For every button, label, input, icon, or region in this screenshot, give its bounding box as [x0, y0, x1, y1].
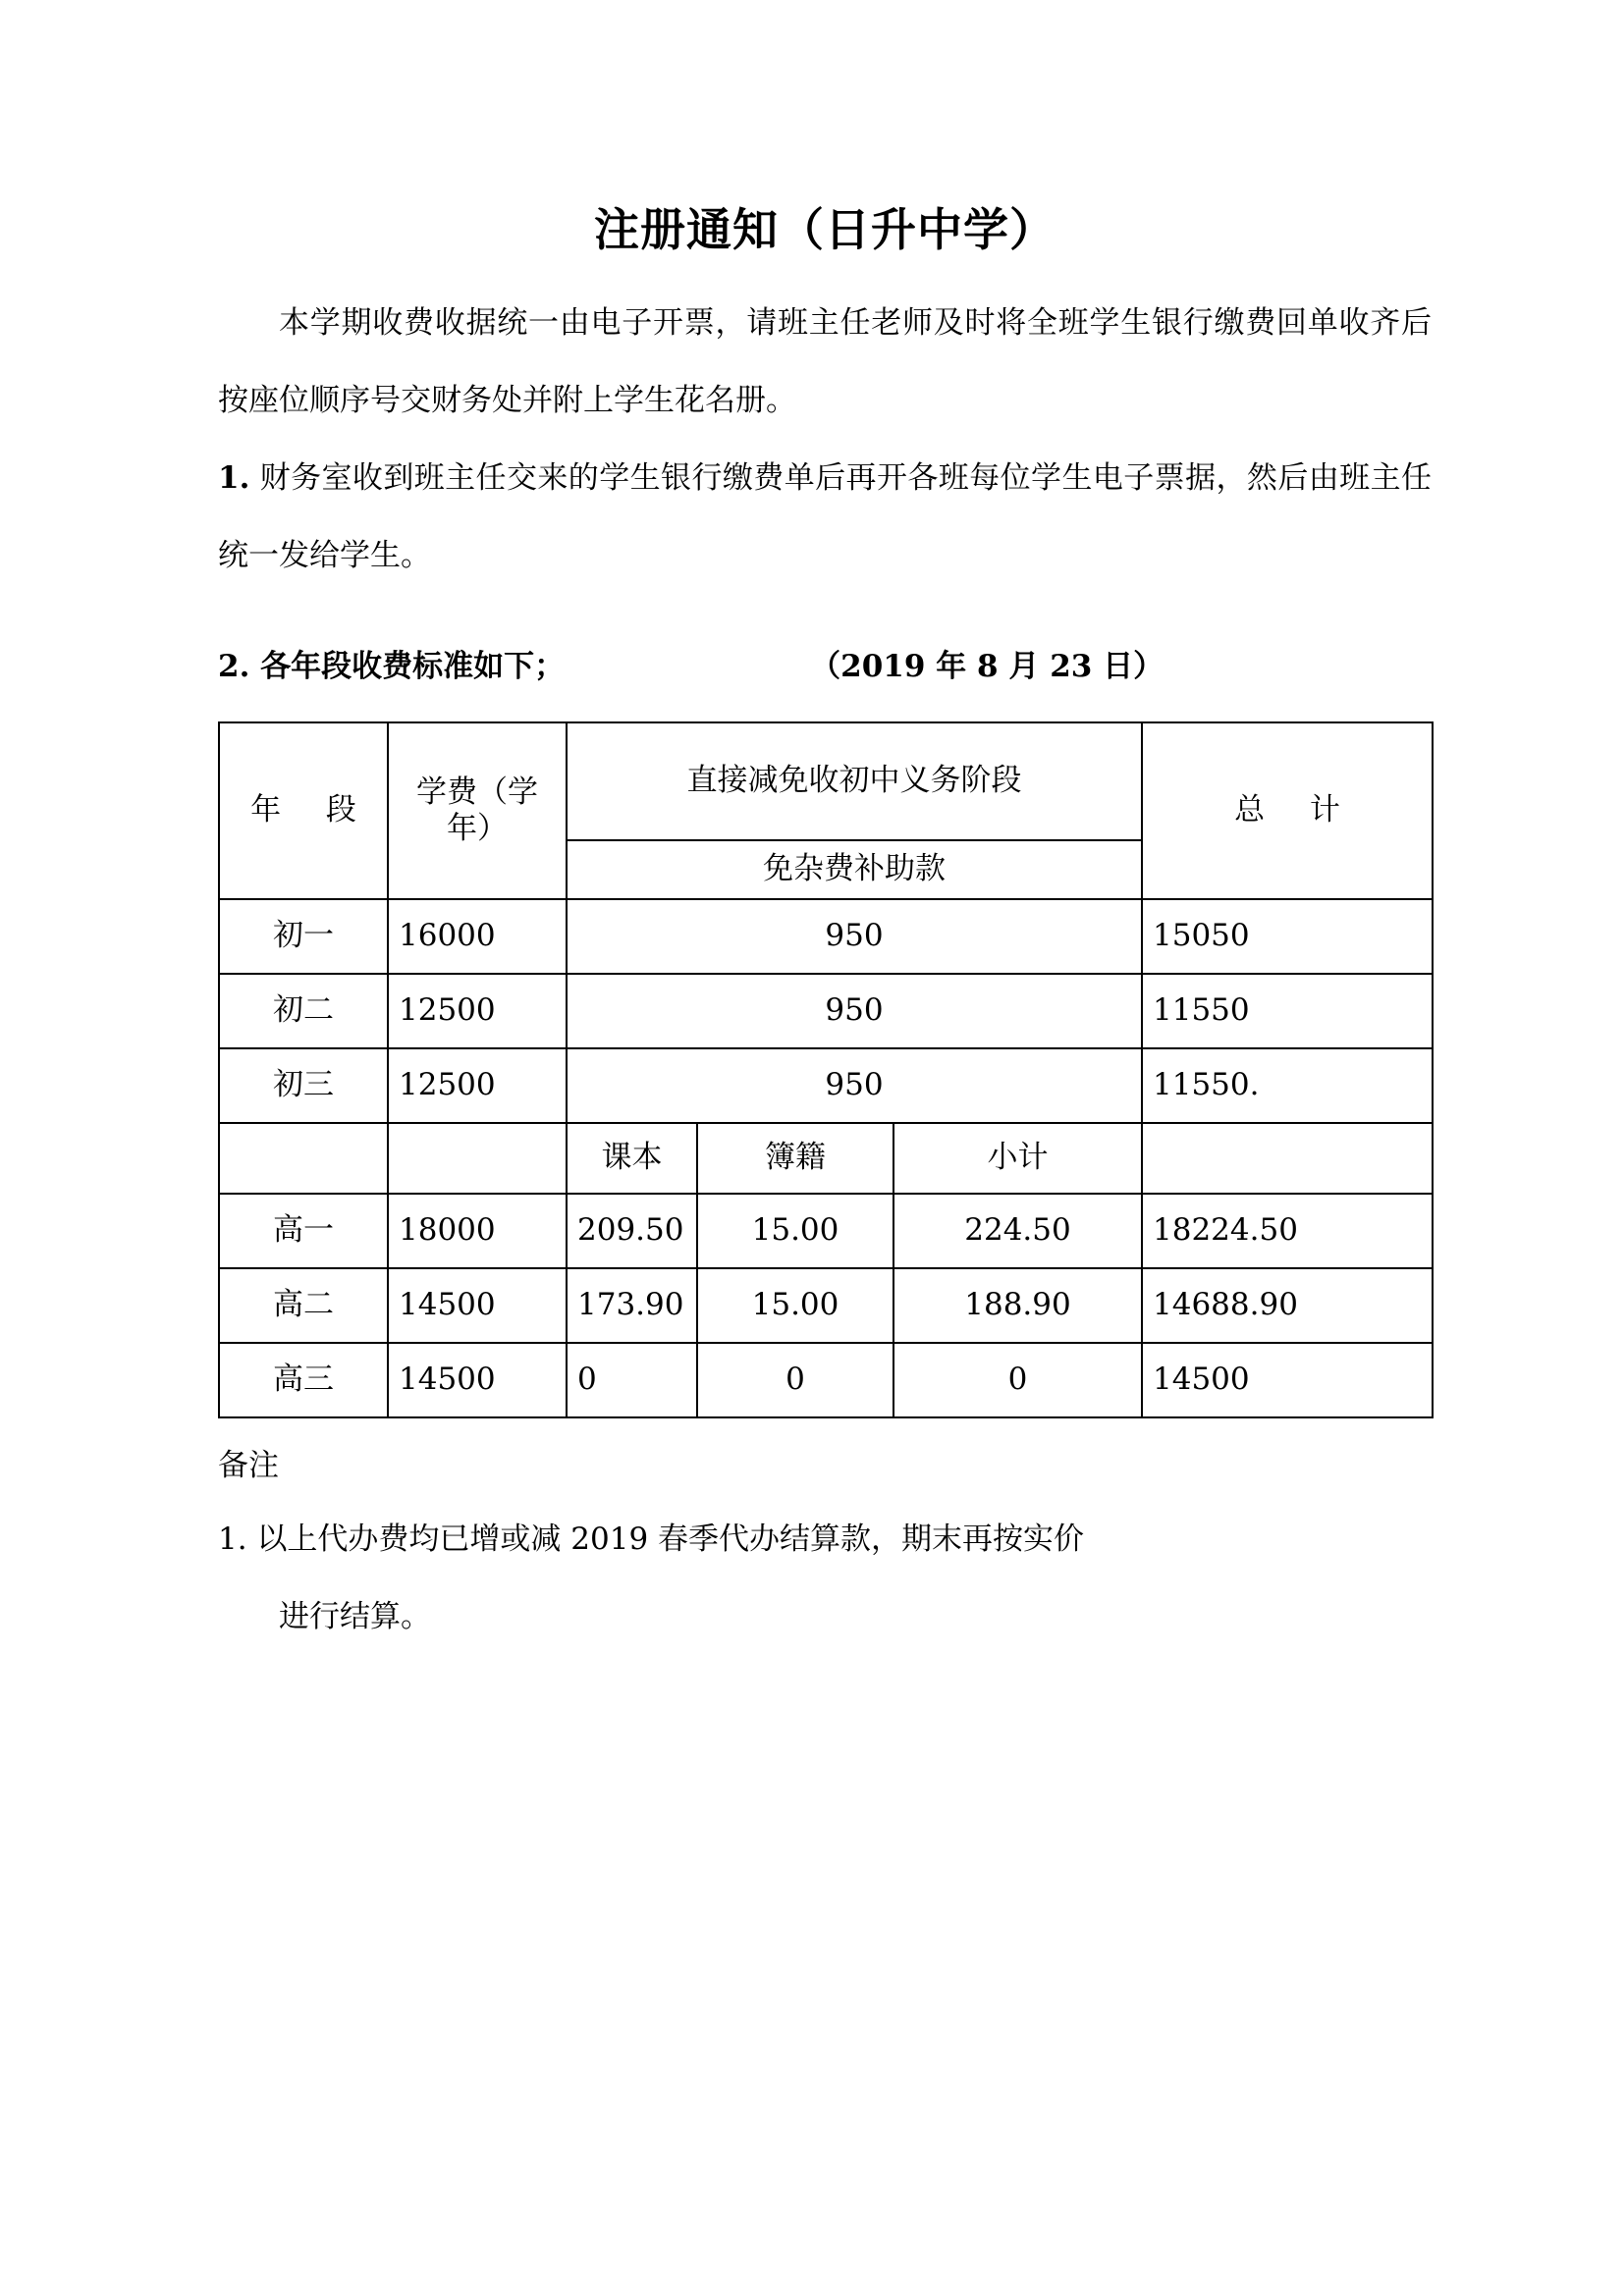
header-grade-label: 年 段	[250, 792, 374, 828]
item-2-number: 2.	[218, 648, 250, 684]
cell-total: 14500	[1142, 1343, 1433, 1417]
cell-grade: 初三	[219, 1048, 388, 1123]
subheader-subtotal: 小计	[893, 1123, 1142, 1194]
cell-tuition: 12500	[388, 1048, 567, 1123]
cell-workbook: 0	[697, 1343, 893, 1417]
header-total-label: 总 计	[1234, 792, 1358, 828]
cell-subsidy: 950	[567, 899, 1142, 974]
page-title: 注册通知（日升中学）	[594, 203, 1056, 256]
table-row	[219, 974, 1433, 1048]
table-row	[219, 1194, 1433, 1268]
numbered-item-2	[218, 628, 1432, 706]
notes-title: 备注	[218, 1447, 279, 1483]
cell-subtotal: 224.50	[893, 1194, 1142, 1268]
notes-section	[218, 1430, 1432, 1656]
lead-paragraph: 本学期收费收据统一由电子开票，请班主任老师及时将全班学生银行缴费回单收齐后按座位顺序号交财务处并附上学生花名册。	[218, 304, 1432, 418]
table-row	[219, 1048, 1433, 1123]
note-entry-1	[218, 1501, 1432, 1578]
fee-standards-table	[218, 721, 1434, 1418]
cell-textbook: 209.50	[567, 1194, 697, 1268]
item-2-left	[218, 628, 565, 706]
cell-grade: 初一	[219, 899, 388, 974]
cell-subsidy: 950	[567, 974, 1142, 1048]
header-grade	[219, 722, 388, 899]
subheader-blank-1	[219, 1123, 388, 1194]
header-tuition	[388, 722, 567, 899]
table-row	[219, 899, 1433, 974]
subheader-textbook: 课本	[567, 1123, 697, 1194]
cell-total: 14688.90	[1142, 1268, 1433, 1343]
table-subheader-row	[219, 1123, 1433, 1194]
cell-grade: 初二	[219, 974, 388, 1048]
table-row	[219, 1268, 1433, 1343]
cell-tuition: 12500	[388, 974, 567, 1048]
cell-textbook: 173.90	[567, 1268, 697, 1343]
cell-tuition: 14500	[388, 1268, 567, 1343]
header-total	[1142, 722, 1433, 899]
cell-textbook: 0	[567, 1343, 697, 1417]
cell-workbook: 15.00	[697, 1268, 893, 1343]
numbered-item-1	[218, 440, 1432, 595]
item-2-date: （2019 年 8 月 23 日）	[810, 648, 1164, 684]
cell-tuition: 18000	[388, 1194, 567, 1268]
cell-total: 11550	[1142, 974, 1433, 1048]
item-1-text: 财务室收到班主任交来的学生银行缴费单后再开各班每位学生电子票据，然后由班主任统一发给学生。	[218, 459, 1433, 573]
cell-total: 11550.	[1142, 1048, 1433, 1123]
cell-tuition: 16000	[388, 899, 567, 974]
header-tuition-label: 学费（学年）	[416, 774, 538, 846]
cell-total: 18224.50	[1142, 1194, 1433, 1268]
note-1-line2: 进行结算。	[279, 1598, 431, 1634]
cell-subtotal: 188.90	[893, 1268, 1142, 1343]
subheader-blank-3	[1142, 1123, 1433, 1194]
item-2-text: 各年段收费标准如下；	[260, 648, 566, 684]
cell-grade: 高三	[219, 1343, 388, 1417]
cell-workbook: 15.00	[697, 1194, 893, 1268]
document-content	[218, 0, 1432, 1656]
item-1-number: 1.	[218, 459, 250, 496]
header-subsidy-bottom-label: 免杂费补助款	[763, 851, 946, 887]
subheader-blank-2	[388, 1123, 567, 1194]
note-1-number: 1.	[218, 1521, 247, 1557]
subheader-workbook: 簿籍	[697, 1123, 893, 1194]
header-subsidy-bottom	[567, 840, 1142, 899]
cell-subtotal: 0	[893, 1343, 1142, 1417]
note-1-line1: 以上代办费均已增或减 2019 春季代办结算款，期末再按实价	[256, 1521, 1085, 1557]
header-subsidy-top	[567, 722, 1142, 840]
cell-subsidy: 950	[567, 1048, 1142, 1123]
table-row	[219, 1343, 1433, 1417]
cell-grade: 高二	[219, 1268, 388, 1343]
cell-total: 15050	[1142, 899, 1433, 974]
cell-grade: 高一	[219, 1194, 388, 1268]
table-header-row	[219, 722, 1433, 840]
header-subsidy-top-label: 直接减免收初中义务阶段	[686, 763, 1022, 799]
cell-tuition: 14500	[388, 1343, 567, 1417]
